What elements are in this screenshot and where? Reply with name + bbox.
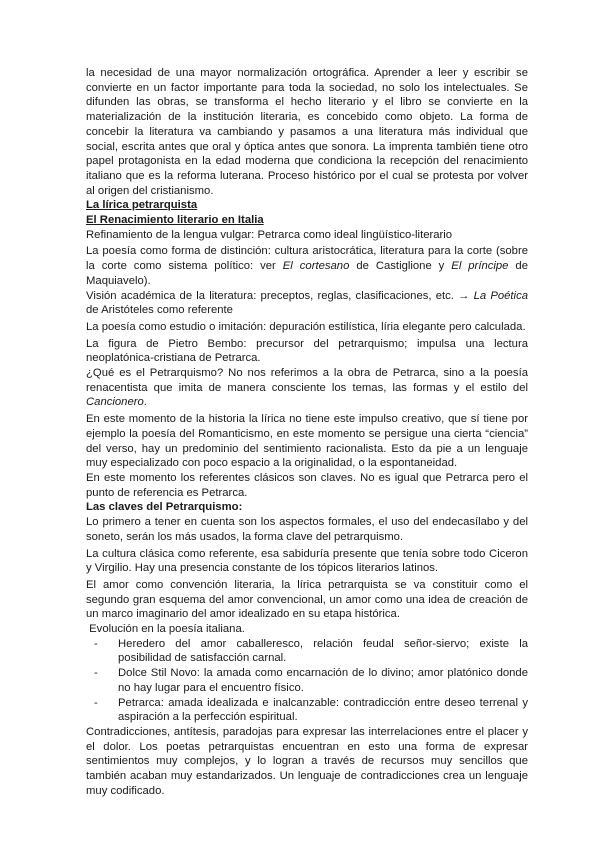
document-body xyxy=(86,66,528,798)
list-item: - Dolce Stil Novo: la amada como encarnación de lo divino; amor platónico donde no hay lugar para el encuentro físico. xyxy=(94,667,528,694)
paragraph-contradicciones: Contradicciones, antítesis, paradojas para expresar las interrelaciones entre el placer y el dolor. Los poetas petrarquistas encuentran en esto una forma de expresar sentimientos muy complejos, y lo logran a través de recursos muy sencillos que también acaban muy estandarizados. Un lenguaje de contradicciones crea un lenguaje muy codificado. xyxy=(86,725,528,797)
paragraph-distincion: La poesía como forma de distinción: cultura aristocrática, literatura para la corte (sobre la corte como sistema político: ver El cortesano de Castiglione y El príncipe de Maquiavelo). xyxy=(86,245,528,287)
paragraph-clasica: La cultura clásica como referente, esa sabiduría presente que tenía sobre todo Ciceron y Virgilio. Hay una presencia constante de los tópicos literarios latinos. xyxy=(86,547,528,575)
paragraph-bembo: La figura de Pietro Bembo: precursor del petrarquismo; impulsa una lectura neoplatónica-cristiana de Petrarca. xyxy=(86,337,528,365)
title-cancionero: Cancionero xyxy=(86,396,144,409)
list-item: - Heredero del amor caballeresco, relación feudal señor-siervo; existe la posibilidad de satisfacción carnal. xyxy=(94,637,528,665)
title-el-principe: El príncipe xyxy=(451,260,509,273)
paragraph-momento: En este momento de la historia la lírica no tiene este impulso creativo, que sí tiene por ejemplo la poesía del Romanticismo, en este momento se persigue una cierta “ciencia” del verso, hay un predominio del sentimiento racionalista. Esto da pie a un lenguaje muy especializado con poco espacio a la originalidad, o la espontaneidad. xyxy=(86,413,528,470)
section-heading-renacimiento-italia: El Renacimiento literario en Italia xyxy=(86,214,264,227)
evolucion-list xyxy=(86,637,528,725)
section-heading-lirica-petrarquista: La lírica petrarquista xyxy=(86,199,198,212)
paragraph-vision: Visión académica de la literatura: preceptos, reglas, clasificaciones, etc. → La Poética de Aristóteles como referente xyxy=(86,289,529,317)
paragraph-refinamiento: Refinamiento de la lengua vulgar: Petrarca como ideal lingüístico-literario xyxy=(86,228,453,241)
intro-paragraph: la necesidad de una mayor normalización ortográfica. Aprender a leer y escribir se convierte en un factor importante para toda la sociedad, no solo los intelectuales. Se difunden las obras, se transforma el hecho literario y el libro se convierte en la materialización de la institución literaria, es concebido como objeto. La forma de concebir la literatura va cambiando y pasamos a una literatura más individual que social, escrita antes que oral y óptica antes que sonora. La imprenta también tiene otro papel protagonista en la edad moderna que condiciona la recepción del renacimiento italiano que es la reforma luterana. Proceso histórico por el cual se protesta por volver al origen del cristianismo. xyxy=(86,67,528,197)
paragraph-formales: Lo primero a tener en cuenta son los aspectos formales, el uso del endecasílabo y del soneto, serán los más usados, la forma clave del petrarquismo. xyxy=(86,516,528,543)
paragraph-evolucion: Evolución en la poesía italiana. xyxy=(86,623,245,636)
paragraph-que-es: ¿Qué es el Petrarquismo? No nos referimos a la obra de Petrarca, sino a la poesía renacentista que imita de manera consciente los temas, las formas y el estilo del Cancionero. xyxy=(86,367,528,409)
paragraph-referentes: En este momento los referentes clásicos son claves. No es igual que Petrarca pero el punto de referencia es Petrarca. xyxy=(86,471,528,499)
paragraph-amor: El amor como convención literaria, la lírica petrarquista se va constituir como el segundo gran esquema del amor convencional, un amor como una idea de creación de un marco imaginario del amor idealizado en su etapa histórica. xyxy=(86,578,528,621)
title-el-cortesano: El cortesano xyxy=(282,260,350,273)
list-item: - Petrarca: amada idealizada e inalcanzable: contradicción entre deseo terrenal y aspiración a la perfección espiritual. xyxy=(94,696,528,724)
paragraph-estudio: La poesía como estudio o imitación: depuración estilística, líria elegante pero calculada. xyxy=(86,320,526,333)
section-heading-claves: Las claves del Petrarquismo: xyxy=(86,501,243,514)
title-la-poetica: La Poética xyxy=(473,289,529,302)
